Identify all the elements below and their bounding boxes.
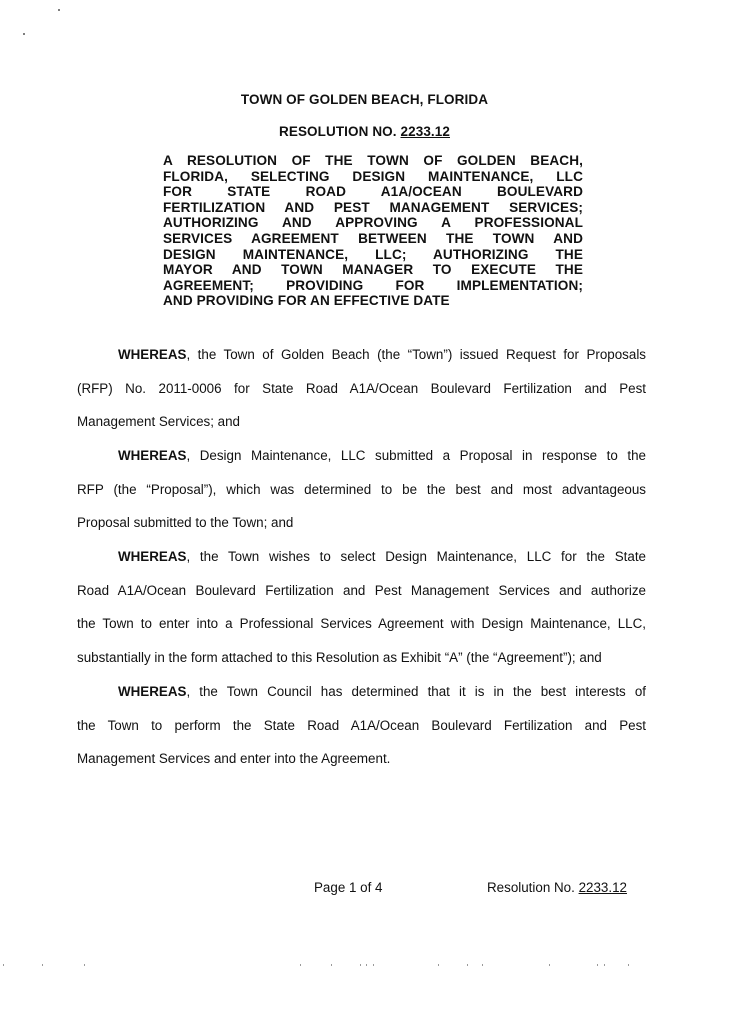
- paragraph-lead-text: , Design Maintenance, LLC submitted a Proposal in response to the: [186, 448, 646, 463]
- paragraph-line: Proposal submitted to the Town; and: [77, 515, 294, 531]
- paragraph-line: the Town to enter into a Professional Services Agreement with Design Maintenance, LLC,: [77, 616, 646, 632]
- paragraph-line: Road A1A/Ocean Boulevard Fertilization and Pest Management Services and authorize: [77, 582, 646, 598]
- paragraph-first-line: [77, 548, 646, 582]
- whereas-paragraph-1: [77, 346, 646, 447]
- paragraph-first-line: [77, 447, 646, 481]
- paragraph-lead-text: , the Town of Golden Beach (the “Town”) issued Request for Proposals: [186, 347, 646, 362]
- title-line: SERVICES AGREEMENT BETWEEN THE TOWN AND: [163, 230, 583, 246]
- title-line: FERTILIZATION AND PEST MANAGEMENT SERVICES;: [163, 199, 583, 215]
- paragraph-line: substantially in the form attached to this Resolution as Exhibit “A” (the “Agreement”); and: [77, 649, 602, 665]
- paragraph-lead-text: , the Town Council has determined that it is in the best interests of: [186, 684, 646, 699]
- whereas-paragraph-2: [77, 447, 646, 548]
- paragraph-line: Management Services and enter into the Agreement.: [77, 751, 391, 767]
- resolution-heading-prefix: RESOLUTION NO.: [278, 124, 401, 139]
- title-line: AND PROVIDING FOR AN EFFECTIVE DATE: [163, 293, 450, 309]
- page-number: [314, 880, 383, 895]
- footer-resolution-prefix: Resolution No.: [487, 880, 579, 895]
- paragraph-line: Management Services; and: [77, 414, 241, 430]
- paragraph-line: the Town to perform the State Road A1A/Ocean Boulevard Fertilization and Pest: [77, 717, 646, 733]
- title-line: AUTHORIZING AND APPROVING A PROFESSIONAL: [163, 215, 583, 231]
- footer-resolution-number: [487, 880, 627, 895]
- whereas-label: WHEREAS: [118, 549, 187, 564]
- title-line: FLORIDA, SELECTING DESIGN MAINTENANCE, LLC: [163, 168, 583, 184]
- title-line: DESIGN MAINTENANCE, LLC; AUTHORIZING THE: [163, 246, 583, 262]
- whereas-label: WHEREAS: [118, 347, 187, 362]
- whereas-paragraph-3: [77, 548, 646, 682]
- whereas-paragraph-4: [77, 683, 646, 784]
- resolution-heading-number: 2233.12: [400, 124, 450, 139]
- resolution-heading: [0, 124, 729, 139]
- scan-speck: [58, 9, 60, 11]
- paragraph-first-line: [77, 683, 646, 717]
- town-heading-text: TOWN OF GOLDEN BEACH, FLORIDA: [240, 92, 489, 107]
- title-line: A RESOLUTION OF THE TOWN OF GOLDEN BEACH,: [163, 153, 583, 168]
- paragraph-lead-text: , the Town wishes to select Design Maintenance, LLC for the State: [186, 549, 646, 564]
- footer-resolution-value: 2233.12: [578, 880, 627, 895]
- whereas-label: WHEREAS: [118, 684, 187, 699]
- whereas-label: WHEREAS: [118, 448, 187, 463]
- paragraph-line: RFP (the “Proposal”), which was determined to be the best and most advantageous: [77, 481, 646, 497]
- town-heading: [0, 92, 729, 107]
- scan-speck: [23, 33, 25, 35]
- scan-artifacts: [0, 964, 729, 968]
- title-line: MAYOR AND TOWN MANAGER TO EXECUTE THE: [163, 262, 583, 278]
- title-line: FOR STATE ROAD A1A/OCEAN BOULEVARD: [163, 184, 583, 200]
- title-line: AGREEMENT; PROVIDING FOR IMPLEMENTATION;: [163, 277, 583, 293]
- paragraph-first-line: [77, 346, 646, 380]
- page-number-text: Page 1 of 4: [314, 880, 383, 895]
- resolution-title-block: [163, 153, 583, 309]
- paragraph-line: (RFP) No. 2011-0006 for State Road A1A/Ocean Boulevard Fertilization and Pest: [77, 380, 646, 396]
